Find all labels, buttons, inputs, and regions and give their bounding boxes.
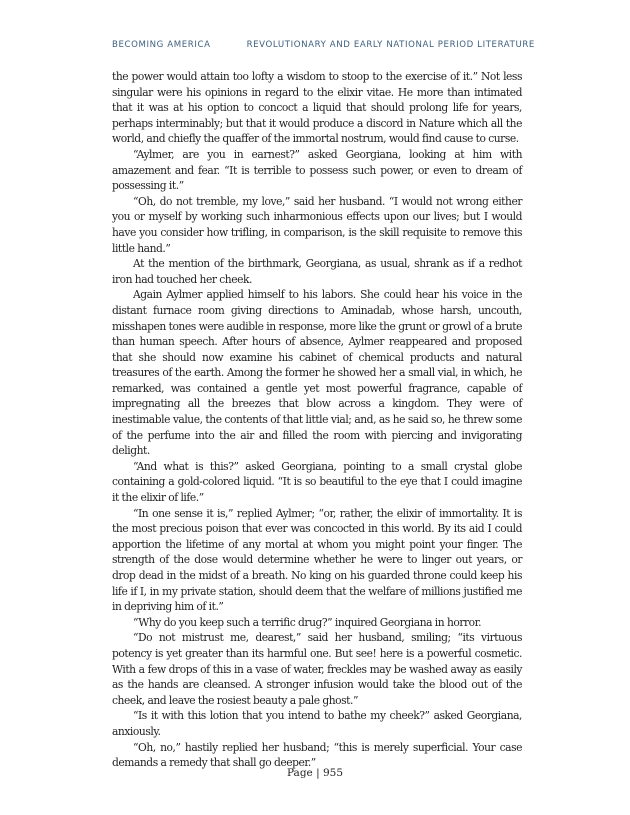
page-number: Page | 955 [286, 767, 344, 779]
paragraph: At the mention of the birthmark, Georgiana, as usual, shrank as if a redhot iron had touched her cheek. [112, 257, 522, 286]
paragraph: “Aylmer, are you in earnest?” asked Georgiana, looking at him with amazement and fear. “It is terrible to possess such power, or even to dream of possessing it.” [112, 147, 522, 193]
paragraph: the power would attain too lofty a wisdom to stoop to the exercise of it.” Not less singular were his opinions in regard to the elixir vitae. He more than intimated that it was at his option to concoct a liquid that should prolong life for years, perhaps interminably; but that it would produce a discord in Nature which all the world, and chiefly the quaffer of the immortal nostrum, would find cause to curse. [112, 70, 522, 146]
paragraph: “Do not mistrust me, dearest,” said her husband, smiling; “its virtuous potency is yet greater than its harmful one. But see! here is a powerful cosmetic. With a few drops of this in a vase of water, freckles may be washed away as easily as the hands are cleansed. A stronger infusion would take the blood out of the cheek, and leave the rosiest beauty a pale ghost.” [112, 631, 522, 707]
paragraph: “Why do you keep such a terrific drug?” inquired Georgiana in horror. [133, 615, 482, 629]
paragraph: “Oh, do not tremble, my love,” said her husband. “I would not wrong either you or myself by working such inharmonious effects upon our lives; but I would have you consider how trifling, in comparison, is the skill requisite to remove this little hand.” [112, 194, 522, 255]
body-text [112, 69, 522, 771]
paragraph: “And what is this?” asked Georgiana, pointing to a small crystal globe containing a gold-colored liquid. “It is so beautiful to the eye that I could imagine it the elixir of life.” [112, 459, 522, 505]
running-header [112, 40, 535, 50]
paragraph: Again Aylmer applied himself to his labors. She could hear his voice in the distant furnace room giving directions to Aminadab, whose harsh, uncouth, misshapen tones were audible in response, more like the grunt or growl of a brute than human speech. After hours of absence, Aylmer reappeared and proposed that she should now examine his cabinet of chemical products and natural treasures of the earth. Among the former he showed her a small vial, in which, he remarked, was contained a gentle yet most powerful fragrance, capable of impregnating all the breezes that blow across a kingdom. They were of inestimable value, the contents of that little vial; and, as he said so, he threw some of the perfume into the air and filled the room with piercing and invigorating delight. [112, 288, 522, 458]
header-book-title: BECOMING AMERICA [112, 40, 211, 50]
paragraph: “Oh, no,” hastily replied her husband; “this is merely superficial. Your case demands a remedy that shall go deeper.” [112, 740, 522, 770]
paragraph: “Is it with this lotion that you intend to bathe my cheek?” asked Georgiana, anxiously. [112, 709, 522, 738]
header-section-title: REVOLUTIONARY AND EARLY NATIONAL PERIOD LITERATURE [246, 40, 535, 50]
page-footer [0, 767, 630, 779]
paragraph: “In one sense it is,” replied Aylmer; “or, rather, the elixir of immortality. It is the most precious poison that ever was concocted in this world. By its aid I could apportion the lifetime of any mortal at whom you might point your finger. The strength of the dose would determine whether he were to linger out years, or drop dead in the midst of a breath. No king on his guarded throne could keep his life if I, in my private station, should deem that the welfare of millions justified me in depriving him of it.” [112, 506, 522, 614]
